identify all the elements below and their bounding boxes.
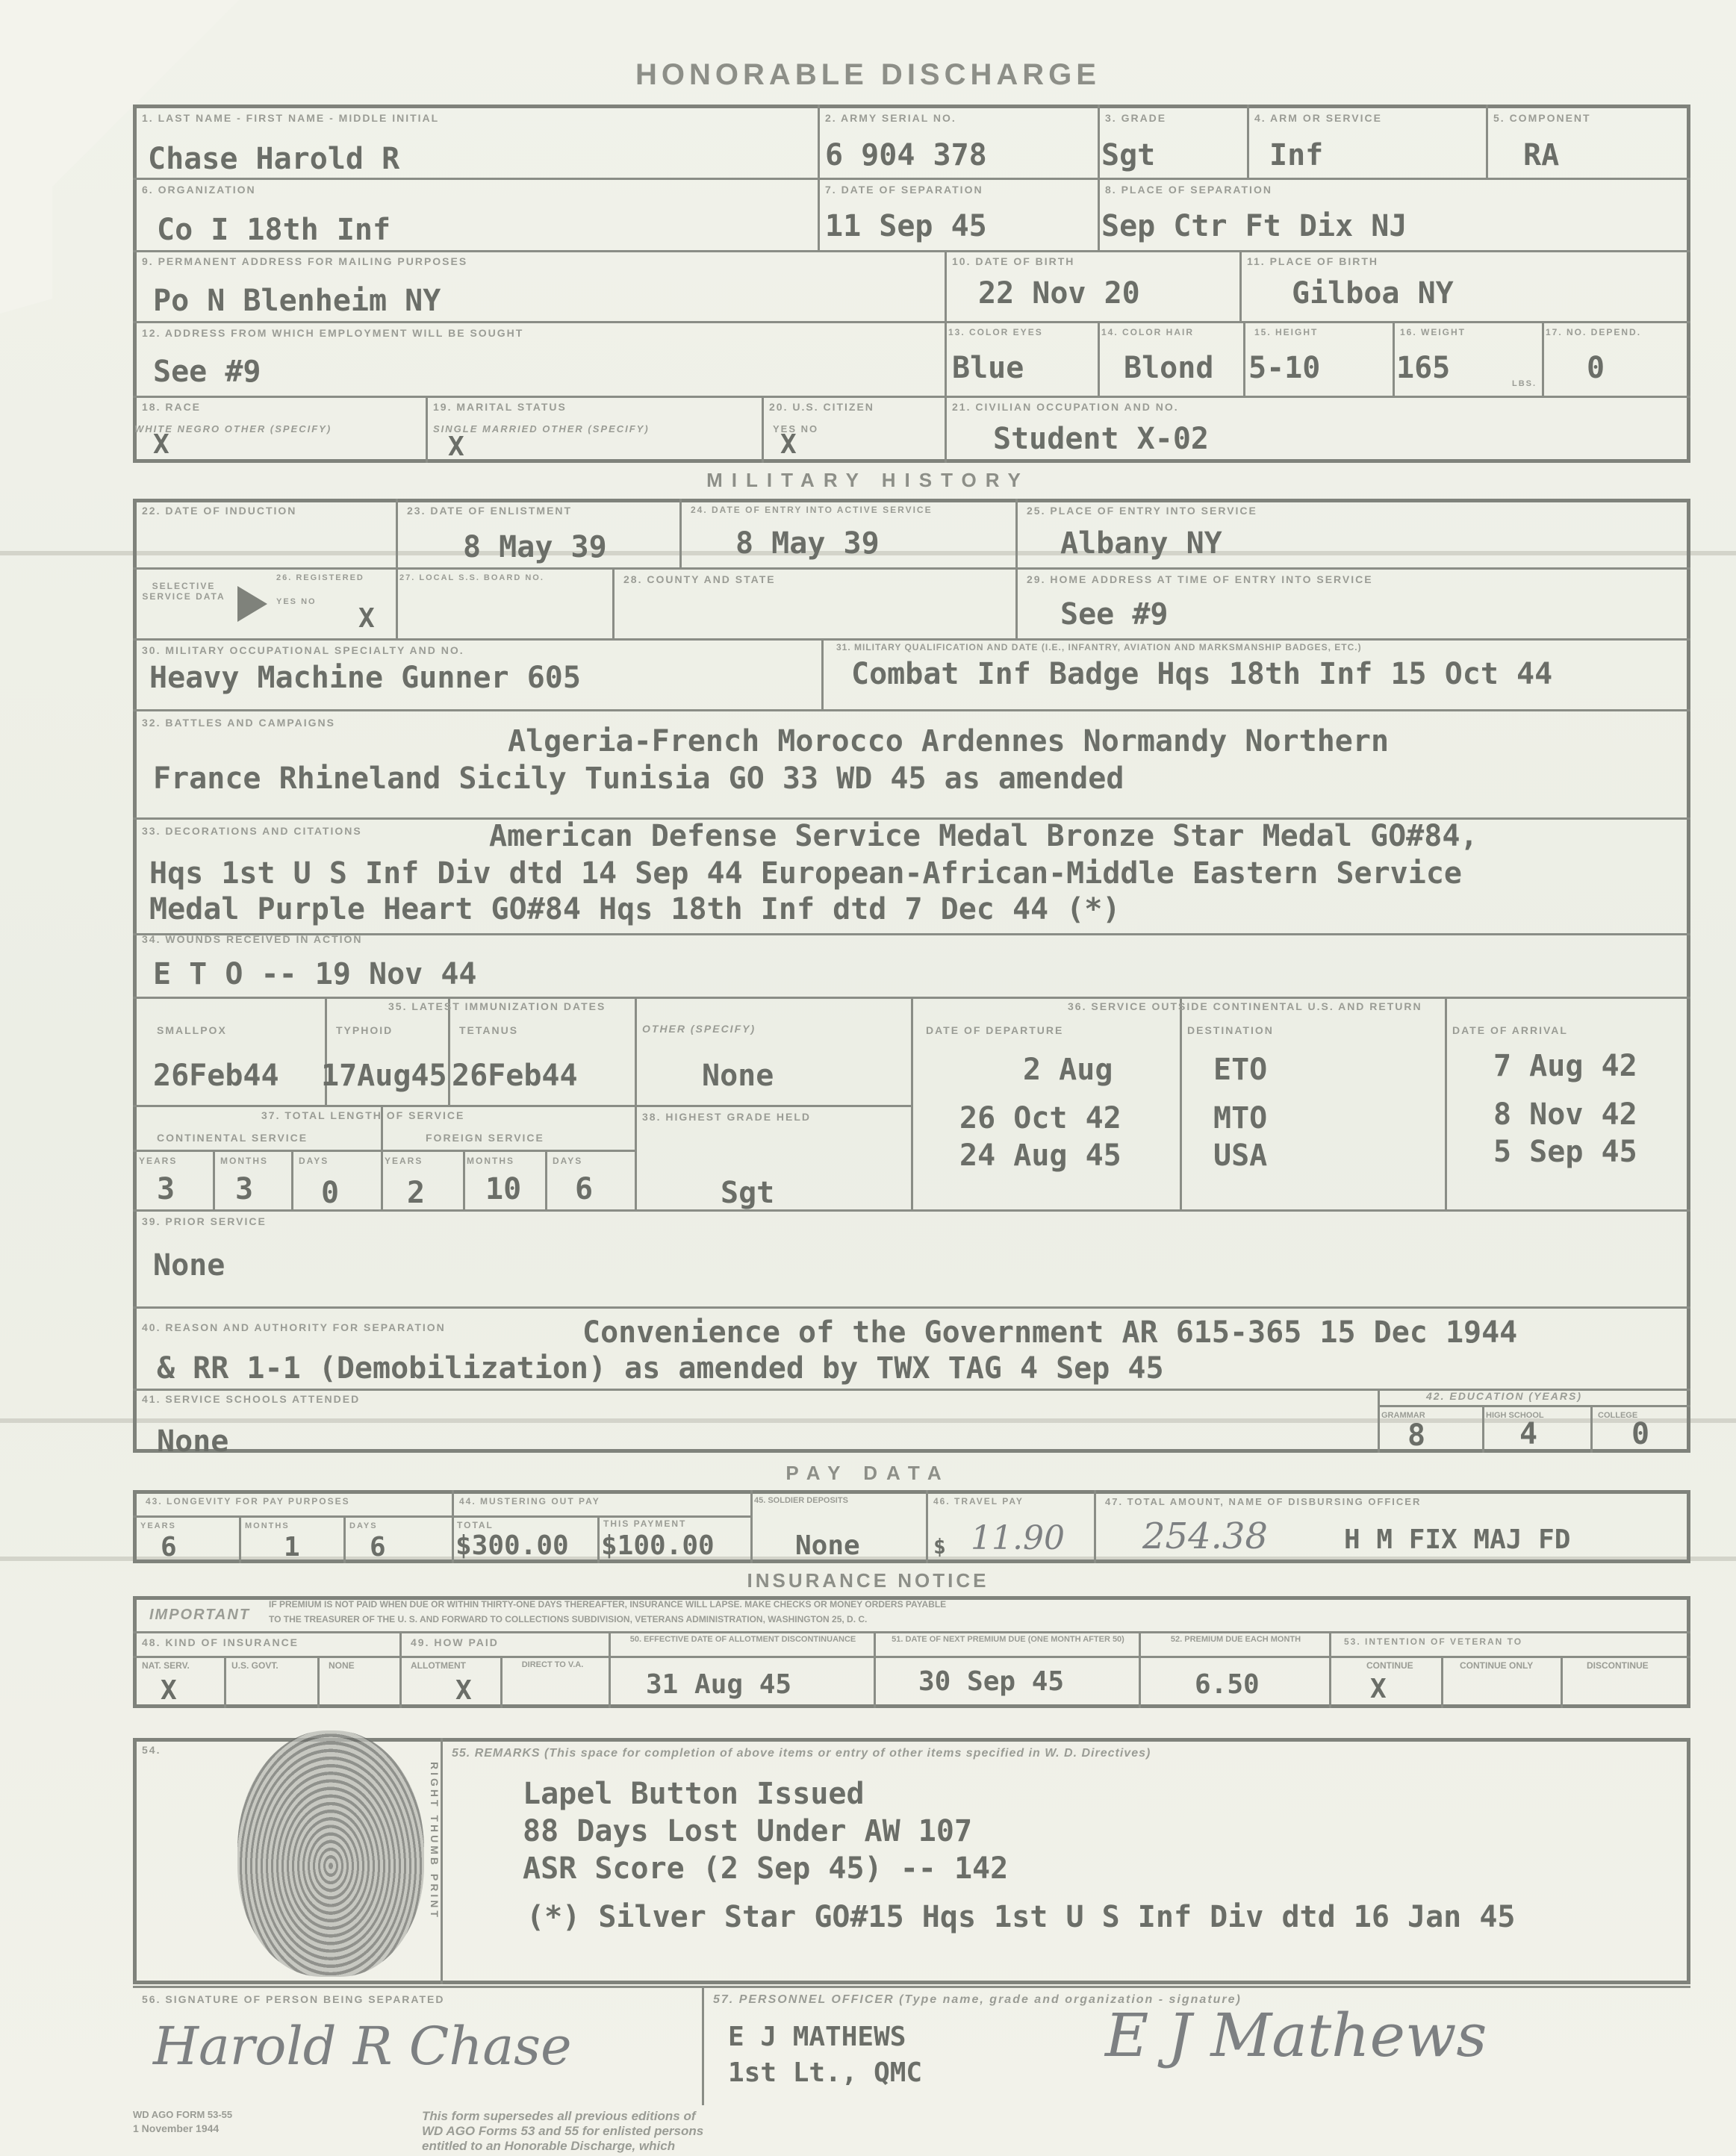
value-occupation: Student X-02 [993, 422, 1209, 456]
value-component: RA [1523, 138, 1560, 172]
longevity-months: 1 [284, 1532, 300, 1563]
label-marital: 19. MARITAL STATUS [433, 401, 567, 413]
label-premium: 52. PREMIUM DUE EACH MONTH [1170, 1635, 1301, 1644]
label-typhoid: TYPHOID [336, 1024, 393, 1036]
label-schools: 41. SERVICE SCHOOLS ATTENDED [142, 1393, 361, 1405]
remarks-line-4: (*) Silver Star GO#15 Hqs 1st U S Inf Div dtd 16 Jan 45 [526, 1900, 1516, 1934]
label-reason: 40. REASON AND AUTHORITY FOR SEPARATION [142, 1321, 446, 1333]
officer-name: E J MATHEWS [728, 2022, 906, 2052]
label-selective-service: SELECTIVE SERVICE DATA [142, 581, 225, 602]
value-premium: 6.50 [1195, 1669, 1260, 1700]
value-separation-place: Sep Ctr Ft Dix NJ [1101, 209, 1407, 243]
reason-line-1: Convenience of the Government AR 615-365 15 Dec 1944 [582, 1315, 1518, 1350]
value-hair: Blond [1124, 351, 1214, 385]
value-height: 5-10 [1248, 351, 1321, 385]
value-next-premium: 30 Sep 45 [918, 1666, 1065, 1697]
value-this-payment: $100.00 [601, 1530, 715, 1561]
how-option-1: ALLOTMENT [411, 1660, 466, 1671]
footer-note-3: entitled to an Honorable Discharge, which [422, 2139, 676, 2153]
foreign-days: 6 [575, 1172, 594, 1206]
foreign-months: 10 [485, 1172, 522, 1206]
registered-mark: X [358, 603, 375, 634]
kind-option-2: U.S. GOVT. [231, 1660, 279, 1671]
label-entry-place: 25. PLACE OF ENTRY INTO SERVICE [1027, 505, 1257, 517]
intention-option-3: DISCONTINUE [1587, 1660, 1649, 1671]
value-total-amount: 254.38 [1142, 1515, 1268, 1557]
label-college: COLLEGE [1598, 1411, 1638, 1420]
longevity-years: 6 [161, 1532, 177, 1563]
label-registered: 26. REGISTERED [276, 573, 364, 582]
value-deposits: None [795, 1530, 860, 1561]
label-thumb: 54. [142, 1744, 161, 1756]
marital-options: SINGLE MARRIED OTHER (SPECIFY) [433, 423, 650, 434]
label-pay-years: YEARS [140, 1521, 176, 1530]
value-tetanus: 26Feb44 [452, 1059, 578, 1093]
label-highest-grade: 38. HIGHEST GRADE HELD [642, 1111, 812, 1123]
form-number: WD AGO FORM 53-55 [133, 2109, 233, 2120]
label-race: 18. RACE [142, 401, 202, 413]
label-longevity: 43. LONGEVITY FOR PAY PURPOSES [146, 1496, 350, 1507]
label-enlistment: 23. DATE OF ENLISTMENT [407, 505, 573, 517]
label-tetanus: TETANUS [459, 1024, 519, 1036]
trip-3-departure: 24 Aug 45 [959, 1138, 1121, 1173]
label-intention: 53. INTENTION OF VETERAN TO [1344, 1636, 1523, 1647]
trip-1-destination: ETO [1213, 1053, 1268, 1087]
label-travel-pay: 46. TRAVEL PAY [933, 1496, 1024, 1507]
label-hair: 14. COLOR HAIR [1101, 327, 1195, 337]
value-effective-date: 31 Aug 45 [646, 1669, 792, 1700]
value-active-service: 8 May 39 [735, 526, 880, 561]
label-arm: 4. ARM OR SERVICE [1254, 112, 1382, 124]
label-separation-place: 8. PLACE OF SEPARATION [1105, 184, 1272, 196]
label-county: 28. COUNTY AND STATE [623, 573, 776, 585]
label-grammar: GRAMMAR [1381, 1411, 1425, 1420]
insurance-section [133, 1596, 1690, 1708]
insurance-heading: INSURANCE NOTICE [747, 1569, 989, 1592]
label-effective-date: 50. EFFECTIVE DATE OF ALLOTMENT DISCONTINUANCE [629, 1635, 856, 1644]
insurance-notice-line-2: TO THE TREASURER OF THE U. S. AND FORWARD TO COLLECTIONS SUBDIVISION, VETERANS ADMINISTRATION, WASHINGTON 25, D. C. [269, 1614, 868, 1624]
education-grammar: 8 [1407, 1418, 1426, 1453]
trip-3-destination: USA [1213, 1138, 1268, 1173]
form-title: HONORABLE DISCHARGE [635, 58, 1101, 91]
label-high-school: HIGH SCHOOL [1486, 1411, 1544, 1420]
label-qualification: 31. MILITARY QUALIFICATION AND DATE (I.E., INFANTRY, AVIATION AND MARKSMANSHIP BADGES, ETC.) [836, 642, 1362, 652]
label-name: 1. LAST NAME - FIRST NAME - MIDDLE INITIAL [142, 112, 440, 124]
label-cont-years: YEARS [139, 1156, 178, 1166]
label-outside-service: 36. SERVICE OUTSIDE CONTINENTAL U.S. AND RETURN [1068, 1000, 1422, 1012]
race-mark: X [153, 429, 169, 460]
military-history-heading: MILITARY HISTORY [706, 469, 1030, 491]
intention-option-2: CONTINUE ONLY [1460, 1660, 1534, 1671]
trip-2-departure: 26 Oct 42 [959, 1101, 1121, 1135]
remarks-line-1: Lapel Button Issued [523, 1777, 865, 1811]
officer-rank: 1st Lt., QMC [728, 2057, 923, 2088]
label-birth-place: 11. PLACE OF BIRTH [1247, 255, 1379, 267]
label-for-years: YEARS [385, 1156, 423, 1166]
trip-1-departure: 2 Aug [1023, 1053, 1113, 1087]
value-mos: Heavy Machine Gunner 605 [149, 661, 581, 695]
intention-mark: X [1370, 1674, 1387, 1704]
citizen-options: YES NO [773, 423, 819, 434]
label-deposits: 45. SOLDIER DEPOSITS [754, 1496, 848, 1505]
education-college: 0 [1631, 1417, 1650, 1451]
value-separation-date: 11 Sep 45 [825, 209, 987, 243]
how-mark: X [455, 1675, 472, 1706]
label-birth-date: 10. DATE OF BIRTH [952, 255, 1075, 267]
signature-person: Harold R Chase [153, 2016, 572, 2077]
value-home-address: See #9 [1060, 597, 1169, 632]
value-typhoid: 17Aug45 [321, 1059, 447, 1093]
label-board: 27. LOCAL S.S. BOARD NO. [399, 573, 544, 582]
footer-note-1: This form supersedes all previous editions of [422, 2109, 696, 2123]
remarks-line-2: 88 Days Lost Under AW 107 [523, 1814, 973, 1848]
value-other-immunization: None [702, 1059, 774, 1093]
label-for-days: DAYS [553, 1156, 583, 1166]
reason-line-2: & RR 1-1 (Demobilization) as amended by TWX TAG 4 Sep 45 [157, 1351, 1164, 1386]
label-continental: CONTINENTAL SERVICE [157, 1132, 308, 1144]
value-wounds: E T O -- 19 Nov 44 [153, 957, 477, 991]
value-serial: 6 904 378 [825, 138, 987, 172]
label-dependents: 17. NO. DEPEND. [1546, 327, 1642, 337]
label-foreign: FOREIGN SERVICE [426, 1132, 544, 1144]
label-occupation: 21. CIVILIAN OCCUPATION AND NO. [952, 401, 1179, 413]
label-destination: DESTINATION [1187, 1024, 1274, 1036]
value-grade: Sgt [1101, 138, 1156, 172]
label-arrival: DATE OF ARRIVAL [1452, 1024, 1568, 1036]
label-other-immunization: OTHER (SPECIFY) [642, 1023, 756, 1035]
label-organization: 6. ORGANIZATION [142, 184, 256, 196]
label-weight: 16. WEIGHT [1400, 327, 1466, 337]
trip-2-arrival: 8 Nov 42 [1493, 1097, 1637, 1132]
thumbprint-image [237, 1730, 424, 1977]
form-date: 1 November 1944 [133, 2122, 220, 2134]
label-height: 15. HEIGHT [1254, 327, 1319, 337]
remarks-line-3: ASR Score (2 Sep 45) -- 142 [523, 1851, 1009, 1886]
value-organization: Co I 18th Inf [157, 213, 391, 247]
value-total: $300.00 [455, 1530, 569, 1561]
trip-1-arrival: 7 Aug 42 [1493, 1049, 1637, 1083]
label-separation-date: 7. DATE OF SEPARATION [825, 184, 983, 196]
label-employment-address: 12. ADDRESS FROM WHICH EMPLOYMENT WILL BE SOUGHT [142, 327, 524, 339]
decorations-line-3: Medal Purple Heart GO#84 Hqs 18th Inf dtd 7 Dec 44 (*) [149, 892, 1121, 926]
label-pay-days: DAYS [349, 1521, 378, 1530]
value-weight: 165 [1396, 351, 1451, 385]
value-birth-place: Gilboa NY [1292, 276, 1454, 311]
label-education: 42. EDUCATION (YEARS) [1426, 1390, 1582, 1402]
label-pay-months: MONTHS [245, 1521, 290, 1530]
education-high-school: 4 [1519, 1417, 1538, 1451]
decorations-line-2: Hqs 1st U S Inf Div dtd 14 Sep 44 European-African-Middle Eastern Service [149, 856, 1462, 891]
label-personnel-officer: 57. PERSONNEL OFFICER (Type name, grade and organization - signature) [713, 1993, 1242, 2006]
citizen-mark: X [780, 429, 797, 460]
label-remarks: 55. REMARKS (This space for completion of above items or entry of other items specified in W. D. Directives) [452, 1747, 1151, 1760]
label-cont-days: DAYS [299, 1156, 329, 1166]
cont-days: 0 [321, 1176, 340, 1210]
value-entry-place: Albany NY [1060, 526, 1222, 561]
label-decorations: 33. DECORATIONS AND CITATIONS [142, 825, 362, 837]
label-citizen: 20. U.S. CITIZEN [769, 401, 874, 413]
value-address: Po N Blenheim NY [153, 284, 441, 318]
label-serial: 2. ARMY SERIAL NO. [825, 112, 956, 124]
label-important: IMPORTANT [149, 1607, 251, 1623]
value-name: Chase Harold R [148, 142, 400, 176]
label-how-paid: 49. HOW PAID [411, 1636, 499, 1648]
label-mos: 30. MILITARY OCCUPATIONAL SPECIALTY AND NO. [142, 644, 464, 656]
value-disbursing-officer: H M FIX MAJ FD [1344, 1524, 1571, 1555]
signature-officer: E J Mathews [1105, 2001, 1487, 2070]
registered-options: YES NO [276, 597, 317, 606]
label-component: 5. COMPONENT [1493, 112, 1591, 124]
footer-note-2: WD AGO Forms 53 and 55 for enlisted persons [422, 2124, 704, 2138]
value-birth-date: 22 Nov 20 [978, 276, 1140, 311]
value-arm: Inf [1269, 138, 1324, 172]
race-options: WHITE NEGRO OTHER (SPECIFY) [134, 423, 332, 434]
label-lbs: LBS. [1512, 379, 1537, 388]
label-home-address: 29. HOME ADDRESS AT TIME OF ENTRY INTO SERVICE [1027, 573, 1373, 585]
label-wounds: 34. WOUNDS RECEIVED IN ACTION [142, 933, 363, 945]
cont-months: 3 [235, 1172, 254, 1206]
trip-2-destination: MTO [1213, 1101, 1268, 1135]
value-enlistment: 8 May 39 [463, 530, 607, 564]
value-dependents: 0 [1587, 351, 1605, 385]
value-eyes: Blue [952, 351, 1024, 385]
label-length-service: 37. TOTAL LENGTH OF SERVICE [261, 1109, 465, 1121]
label-for-months: MONTHS [467, 1156, 514, 1166]
value-smallpox: 26Feb44 [153, 1059, 279, 1093]
arrow-icon [237, 586, 267, 622]
kind-option-3: NONE [329, 1660, 355, 1671]
trip-3-arrival: 5 Sep 45 [1493, 1135, 1637, 1169]
label-address: 9. PERMANENT ADDRESS FOR MAILING PURPOSES [142, 255, 468, 267]
label-next-premium: 51. DATE OF NEXT PREMIUM DUE (ONE MONTH AFTER 50) [892, 1635, 1124, 1644]
value-qualification: Combat Inf Badge Hqs 18th Inf 15 Oct 44 [851, 657, 1553, 691]
label-active-service: 24. DATE OF ENTRY INTO ACTIVE SERVICE [691, 505, 933, 515]
value-employment-address: See #9 [153, 355, 261, 389]
insurance-notice-line-1: IF PREMIUM IS NOT PAID WHEN DUE OR WITHIN THIRTY-ONE DAYS THEREAFTER, INSURANCE WILL LAPSE. MAKE CHECKS OR MONEY ORDERS PAYABLE [269, 1599, 947, 1610]
label-signature-person: 56. SIGNATURE OF PERSON BEING SEPARATED [142, 1993, 445, 2005]
value-schools: None [157, 1424, 229, 1459]
value-highest-grade: Sgt [721, 1176, 775, 1210]
kind-option-1: NAT. SERV. [142, 1660, 190, 1671]
label-total-amount: 47. TOTAL AMOUNT, NAME OF DISBURSING OFFICER [1105, 1496, 1422, 1507]
label-smallpox: SMALLPOX [157, 1024, 227, 1036]
label-battles: 32. BATTLES AND CAMPAIGNS [142, 717, 335, 729]
label-grade: 3. GRADE [1105, 112, 1167, 124]
label-mustering-pay: 44. MUSTERING OUT PAY [459, 1496, 600, 1507]
label-kind-insurance: 48. KIND OF INSURANCE [142, 1636, 299, 1648]
cont-years: 3 [157, 1172, 175, 1206]
decorations-line-1: American Defense Service Medal Bronze Star Medal GO#84, [489, 819, 1478, 853]
pay-data-heading: PAY DATA [785, 1462, 951, 1484]
foreign-years: 2 [407, 1176, 426, 1210]
how-option-2: DIRECT TO V.A. [521, 1660, 584, 1669]
label-induction: 22. DATE OF INDUCTION [142, 505, 297, 517]
longevity-days: 6 [370, 1532, 386, 1563]
travel-dollar-sign: $ [933, 1534, 946, 1559]
intention-option-1: CONTINUE [1366, 1660, 1413, 1671]
kind-mark: X [161, 1675, 177, 1706]
label-eyes: 13. COLOR EYES [948, 327, 1043, 337]
label-prior-service: 39. PRIOR SERVICE [142, 1215, 267, 1227]
label-this-payment: THIS PAYMENT [603, 1518, 687, 1529]
label-total: TOTAL [457, 1520, 494, 1530]
label-departure: DATE OF DEPARTURE [926, 1024, 1064, 1036]
thumb-caption: RIGHT THUMB PRINT [429, 1762, 441, 1920]
value-travel-pay: 11.90 [971, 1519, 1065, 1557]
marital-mark: X [448, 431, 464, 462]
battles-line-2: France Rhineland Sicily Tunisia GO 33 WD 45 as amended [153, 761, 1124, 796]
value-prior-service: None [153, 1248, 225, 1283]
label-cont-months: MONTHS [220, 1156, 268, 1166]
battles-line-1: Algeria-French Morocco Ardennes Normandy Northern [508, 724, 1390, 758]
label-immunization: 35. LATEST IMMUNIZATION DATES [388, 1000, 606, 1012]
